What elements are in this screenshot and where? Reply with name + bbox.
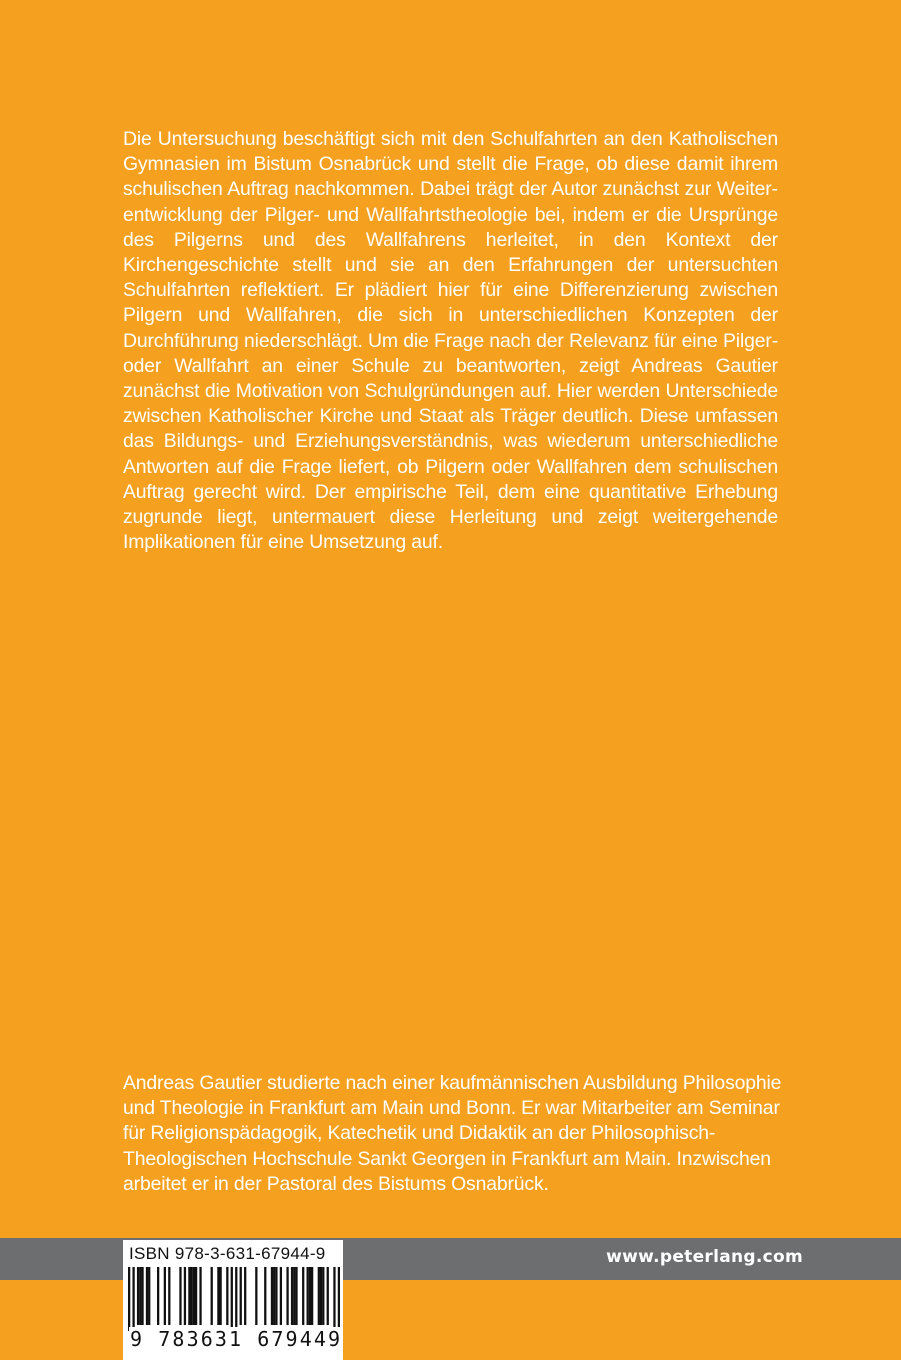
barcode-bar <box>132 1267 134 1331</box>
barcode-digits: 9 783631 679449 <box>130 1327 343 1351</box>
barcode-bar <box>291 1267 293 1325</box>
barcode-bar <box>157 1267 159 1325</box>
barcode-bar <box>275 1267 277 1325</box>
barcode-bar <box>128 1267 130 1331</box>
barcode-bar <box>164 1267 166 1325</box>
barcode-bar <box>193 1267 195 1325</box>
barcode-bar <box>264 1267 266 1325</box>
barcode-bar <box>219 1267 221 1325</box>
barcode-bar <box>184 1267 186 1325</box>
barcode-bar <box>235 1267 237 1331</box>
barcode-bar <box>273 1267 275 1325</box>
barcode-bar <box>293 1267 295 1325</box>
barcode-bar <box>226 1267 228 1325</box>
isbn-label: ISBN 978-3-631-67944-9 <box>129 1244 326 1263</box>
barcode-bar <box>240 1267 242 1325</box>
barcode-bar <box>231 1267 233 1331</box>
barcode-bar <box>302 1267 304 1325</box>
barcode-bar <box>271 1267 273 1325</box>
barcode-bar <box>139 1267 141 1325</box>
barcode-bar <box>320 1267 322 1325</box>
barcode-bar <box>333 1267 335 1331</box>
barcode-bar <box>195 1267 197 1325</box>
publisher-url[interactable]: www.peterlang.com <box>606 1247 803 1267</box>
barcode-bar <box>179 1267 181 1325</box>
barcode-bar <box>199 1267 201 1325</box>
barcode-bar <box>322 1267 324 1325</box>
barcode-bar <box>211 1267 213 1325</box>
blurb-text: Die Untersuchung beschäftigt sich mit den Schulfahrten an den Katholischen Gymnasien im Bistum Osnabrück und stellt die Frage, ob diese damit ihrem schulischen Auftrag nachkommen. Dabei trägt der Autor zunächst zur Weiterentwicklung der Pilger- und Wallfahrtstheologie bei, indem er die Ursprünge des Pilgerns und des Wallfahrens herleitet, in den Kontext der Kirchengeschichte stellt und sie an den Erfahrungen der untersuchten Schulfahrten reflektiert. Er plädiert hier für eine Differenzierung zwischen Pilgern und Wallfahren, die sich in unterschiedlichen Konzepten der Durchführung niederschlägt. Um die Frage nach der Relevanz für eine Pilger- oder Wallfahrt an einer Schule zu beantworten, zeigt Andreas Gautier zunächst die Motivation von Schulgründungen auf. Hier werden Unterschiede zwischen Katholischer Kirche und Staat als Träger deutlich. Diese umfassen das Bildungs- und Erziehungsverständnis, was wiederum unterschiedliche Antworten auf die Frage liefert, ob Pilgern oder Wallfahren dem schulischen Auftrag gerecht wird. Der empirische Teil, dem eine quantitative Erhebung zugrunde liegt, untermauert diese Herleitung und zeigt weitergehende Implikationen für eine Umsetzung auf. <box>123 128 778 554</box>
barcode-bar <box>255 1267 257 1325</box>
barcode-bar <box>188 1267 190 1325</box>
author-bio-text: Andreas Gautier studierte nach einer kaufmännischen Ausbildung Philosophie und Theologie in Frankfurt am Main und Bonn. Er war Mitarbeiter am Seminar für Religionspädagogik, Katechetik und Didaktik an der Philosophisch-Theologischen Hochschule Sankt Georgen in Frankfurt am Main. Inzwischen arbeitet er in der Pastoral des Bistums Osnabrück. <box>123 1072 782 1195</box>
barcode-box <box>123 1240 343 1360</box>
barcode-bar <box>137 1267 139 1325</box>
barcode-bar <box>295 1267 297 1325</box>
barcode-bar <box>338 1267 340 1331</box>
barcode-bar <box>148 1267 150 1325</box>
barcode-bar <box>286 1267 288 1325</box>
barcode-bar <box>318 1267 320 1325</box>
barcode-bar <box>309 1267 311 1325</box>
barcode-bar <box>307 1267 309 1325</box>
barcode-bar <box>244 1267 246 1325</box>
barcode-bar <box>168 1267 170 1325</box>
barcode-bar <box>311 1267 313 1325</box>
barcode-icon <box>128 1267 340 1331</box>
barcode-bar <box>280 1267 282 1325</box>
barcode-bar <box>146 1267 148 1325</box>
barcode-bar <box>217 1267 219 1325</box>
barcode-bar <box>190 1267 192 1325</box>
barcode-bar <box>327 1267 329 1325</box>
barcode-bar <box>141 1267 143 1325</box>
